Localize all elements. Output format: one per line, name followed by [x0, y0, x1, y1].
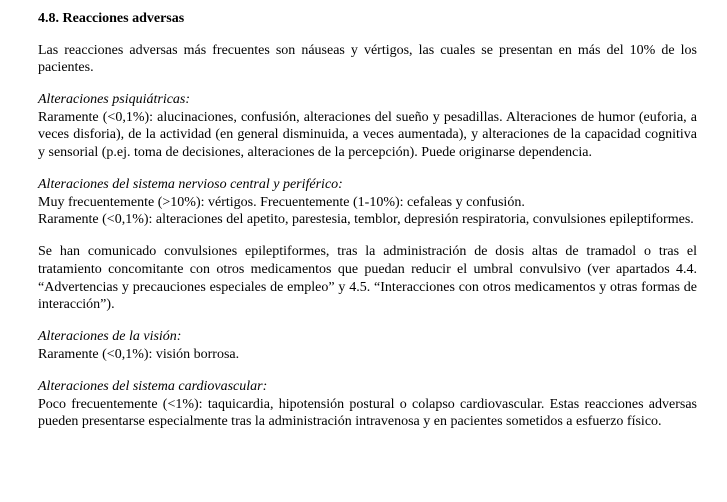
subsection-title: Alteraciones psiquiátricas:: [38, 92, 191, 108]
subsection-cardiovascular: [38, 378, 697, 431]
subsection-title: Alteraciones del sistema nervioso central y periférico:: [38, 177, 343, 193]
section-heading: 4.8. Reacciones adversas: [38, 11, 185, 26]
subsection-body-paragraph: Poco frecuentemente (<1%): taquicardia, hipotensión postural o colapso cardiovascular. Estas reacciones adversas pueden presentarse especialmente tras la administración intravenosa y en pacientes sometidos a esfuerzo físico.: [38, 396, 697, 430]
subsection-title: Alteraciones de la visión:: [38, 329, 182, 345]
seizure-warning-paragraph: Se han comunicado convulsiones epileptiformes, tras la administración de dosis altas de tramadol o tras el tratamiento concomitante con otros medicamentos que puedan reducir el umbral convulsivo (ver apartados 4.4. “Advertencias y precauciones especiales de empleo” y 4.5. “Interacciones con otros medicamentos y otras formas de interacción”).: [38, 244, 697, 313]
subsection-central-nervous-system: [38, 176, 697, 229]
subsection-title: Alteraciones del sistema cardiovascular:: [38, 379, 268, 394]
subsection-body-paragraph: Raramente (<0,1%): visión borrosa.: [38, 346, 240, 362]
subsection-vision: [38, 328, 697, 363]
subsection-body-paragraph: Raramente (<0,1%): alteraciones del apetito, parestesia, temblor, depresión respiratoria, convulsiones epileptiformes.: [38, 212, 694, 228]
subsection-psychiatric: [38, 91, 697, 161]
subsection-body-paragraph: Raramente (<0,1%): alucinaciones, confusión, alteraciones del sueño y pesadillas. Alteraciones de humor (euforia, a veces disforia), de la actividad (en general disminuida, a veces aumentada), y alteraciones de la capacidad cognitiva y sensorial (p.ej. toma de decisiones, alteraciones de la percepción). Puede originarse dependencia.: [38, 109, 697, 161]
intro-paragraph: Las reacciones adversas más frecuentes son náuseas y vértigos, las cuales se presentan en más del 10% de los pacientes.: [38, 42, 697, 76]
subsection-body-paragraph: Muy frecuentemente (>10%): vértigos. Frecuentemente (1-10%): cefaleas y confusión.: [38, 194, 525, 210]
